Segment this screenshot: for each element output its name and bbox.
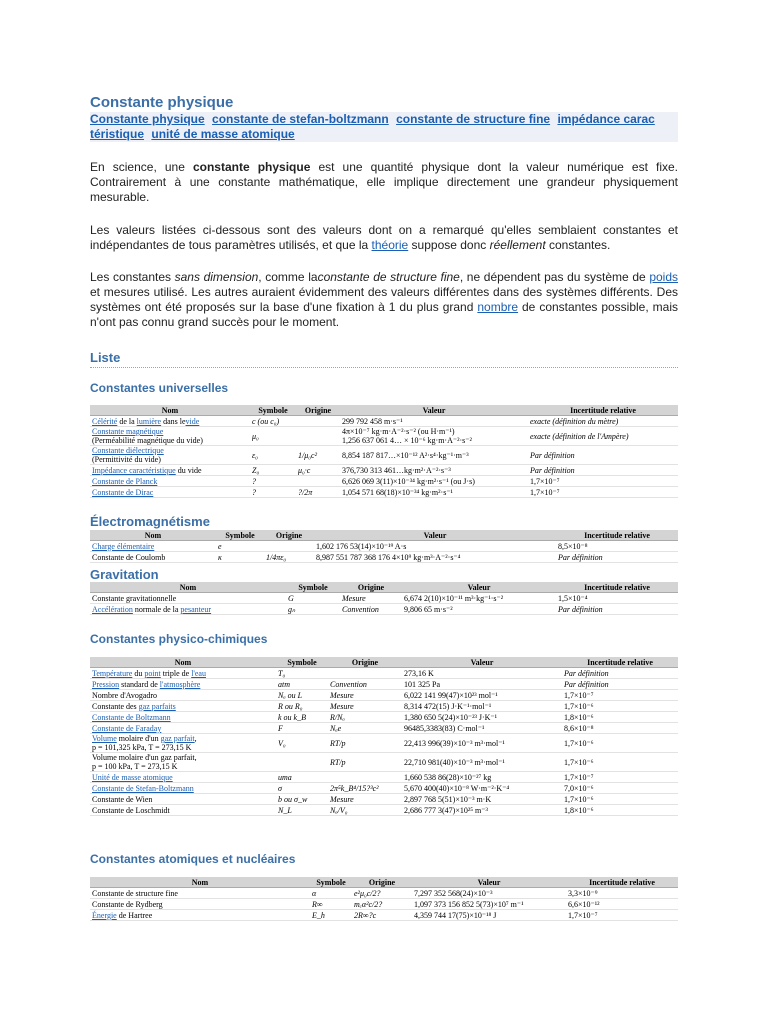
- term-link[interactable]: l'atmosphère: [159, 679, 201, 689]
- cell-symbole: N_L: [276, 805, 328, 816]
- term-text: molaire d'un: [116, 734, 161, 743]
- keyword-link-masse-atomique[interactable]: unité de masse atomique: [151, 127, 295, 141]
- col-header-nom: Nom: [90, 657, 276, 668]
- constants-table-physico-chimiques: [90, 657, 678, 816]
- table-row: [90, 465, 678, 476]
- table-row: [90, 888, 678, 899]
- cell-nom: [90, 910, 310, 921]
- cell-valeur: 376,730 313 461…kg·m²·A⁻²·s⁻³: [340, 465, 528, 476]
- cell-symbole: k ou k_B: [276, 712, 328, 723]
- col-header-incertitude: Incertitude relative: [562, 657, 678, 668]
- italic-text: sans dimension: [174, 270, 259, 284]
- cell-origine: [328, 772, 402, 783]
- divider: [90, 367, 678, 368]
- text: et mesures utilisé. Les autres auraient évidemment des valeurs différentes dans des systèmes différents. Des systèmes ont été proposés sur la base d'une fixation à 1 du plus grand: [90, 285, 678, 314]
- table-row: [90, 701, 678, 712]
- cell-incertitude: Par définition: [528, 446, 678, 465]
- cell-symbole: E_h: [310, 910, 352, 921]
- term-link[interactable]: Constante de Planck: [92, 476, 158, 486]
- col-header-incertitude: Incertitude relative: [566, 877, 678, 888]
- cell-nom: [90, 794, 276, 805]
- cell-origine: mₑα²c/2?: [352, 899, 412, 910]
- cell-valeur: 9,806 65 m·s⁻²: [402, 604, 556, 615]
- term-text: Constante de Rydberg: [92, 899, 163, 909]
- term-link[interactable]: gaz parfait: [160, 734, 195, 743]
- term-text: du vide: [175, 465, 202, 475]
- cell-origine: Mesure: [328, 701, 402, 712]
- cell-nom: [90, 416, 250, 427]
- cell-valeur: 101 325 Pa: [402, 679, 562, 690]
- cell-valeur: 96485,3383(83) C·mol⁻¹: [402, 723, 562, 734]
- col-header-symbole: Symbole: [310, 877, 352, 888]
- cell-valeur: 1,380 650 5(24)×10⁻²³ J·K⁻¹: [402, 712, 562, 723]
- cell-symbole: ε₀: [250, 446, 296, 465]
- term-link[interactable]: Impédance caractéristique: [92, 465, 176, 475]
- cell-nom: [90, 899, 310, 910]
- text: En science, une: [90, 160, 193, 174]
- cell-valeur: 273,16 K: [402, 668, 562, 679]
- cell-incertitude: 1,8×10⁻⁶: [562, 805, 678, 816]
- term-link[interactable]: l'eau: [191, 668, 206, 678]
- cell-origine: [296, 427, 340, 446]
- cell-origine: 2R∞?c: [352, 910, 412, 921]
- cell-nom: [90, 487, 250, 498]
- table-row: [90, 593, 678, 604]
- cell-symbole: Z₀: [250, 465, 296, 476]
- cell-valeur: 8,987 551 787 368 176 4×10⁹ kg·m³·A⁻²·s⁻⁴: [314, 552, 556, 563]
- term-text: triple de: [160, 668, 192, 678]
- cell-nom: [90, 690, 276, 701]
- constants-table-atomiques: [90, 877, 678, 921]
- cell-symbole: R∞: [310, 899, 352, 910]
- cell-origine: μ₀·c: [296, 465, 340, 476]
- cell-incertitude: 8,5×10⁻⁸: [556, 541, 678, 552]
- text: , ne dépendent pas du système de: [459, 270, 650, 284]
- col-header-origine: Origine: [264, 530, 314, 541]
- term-link[interactable]: Unité de masse atomique: [92, 772, 173, 782]
- cell-origine: Nₐe: [328, 723, 402, 734]
- cell-valeur: 7,297 352 568(24)×10⁻³: [412, 888, 566, 899]
- cell-nom: [90, 552, 216, 563]
- section-heading-electromagnetisme: Électromagnétisme: [90, 514, 210, 529]
- col-header-symbole: Symbole: [286, 582, 340, 593]
- term-text: dans le: [161, 416, 186, 426]
- cell-nom: [90, 701, 276, 712]
- cell-valeur: 4π×10⁻⁷ kg·m·A⁻²·s⁻² (ou H·m⁻¹) 1,256 637 061 4… × 10⁻⁶ kg·m·A⁻²·s⁻²: [340, 427, 528, 446]
- table-row: [90, 541, 678, 552]
- term-link[interactable]: Volume: [92, 734, 117, 743]
- term-text: Nombre d'Avogadro: [92, 690, 158, 700]
- cell-origine: [328, 668, 402, 679]
- cell-nom: [90, 805, 276, 816]
- cell-incertitude: 1,7×10⁻⁷: [528, 487, 678, 498]
- term-link[interactable]: Célérité: [92, 416, 118, 426]
- text: , comme la: [258, 270, 318, 284]
- term-link[interactable]: lumière: [136, 416, 162, 426]
- italic-text: constante de structure fine: [317, 270, 460, 284]
- page-title: Constante physique: [90, 94, 234, 111]
- cell-nom: [90, 888, 310, 899]
- cell-valeur: 1,602 176 53(14)×10⁻¹⁹ A·s: [314, 541, 556, 552]
- cell-valeur: 22,413 996(39)×10⁻³ m³·mol⁻¹: [402, 734, 562, 753]
- col-header-symbole: Symbole: [216, 530, 264, 541]
- cell-incertitude: Par définition: [562, 679, 678, 690]
- term-link[interactable]: Constante de Dirac: [92, 487, 154, 497]
- term-link[interactable]: Constante de Stefan-Boltzmann: [92, 783, 194, 793]
- cell-incertitude: Par définition: [556, 552, 678, 563]
- cell-origine: 1/4πε₀: [264, 552, 314, 563]
- keyword-link-structure-fine[interactable]: constante de structure fine: [396, 112, 551, 126]
- table-row: [90, 794, 678, 805]
- col-header-symbole: Symbole: [250, 405, 296, 416]
- table-row: [90, 476, 678, 487]
- cell-symbole: α: [310, 888, 352, 899]
- cell-nom: [90, 593, 286, 604]
- col-header-origine: Origine: [340, 582, 402, 593]
- cell-incertitude: 1,7×10⁻⁶: [562, 734, 678, 753]
- cell-incertitude: 1,8×10⁻⁶: [562, 712, 678, 723]
- cell-nom: [90, 783, 276, 794]
- term-link[interactable]: Charge élémentaire: [92, 541, 155, 551]
- constants-table-gravitation: [90, 582, 678, 615]
- cell-nom: [90, 541, 216, 552]
- col-header-valeur: Valeur: [412, 877, 566, 888]
- col-header-valeur: Valeur: [402, 582, 556, 593]
- col-header-nom: Nom: [90, 582, 286, 593]
- keyword-link-stefan-boltzmann[interactable]: constante de stefan-boltzmann: [212, 112, 389, 126]
- cell-incertitude: 3,3×10⁻⁹: [566, 888, 678, 899]
- table-row: [90, 446, 678, 465]
- cell-symbole: G: [286, 593, 340, 604]
- cell-symbole: ?: [250, 476, 296, 487]
- cell-nom: [90, 679, 276, 690]
- term-text: de la: [117, 416, 137, 426]
- col-header-origine: Origine: [296, 405, 340, 416]
- values-paragraph: [90, 223, 678, 253]
- table-row: [90, 712, 678, 723]
- liste-heading: Liste: [90, 350, 121, 365]
- table-row: [90, 734, 678, 753]
- cell-symbole: μ₀: [250, 427, 296, 446]
- cell-symbole: gₙ: [286, 604, 340, 615]
- table-row: [90, 604, 678, 615]
- col-header-nom: Nom: [90, 530, 216, 541]
- cell-incertitude: 1,7×10⁻⁶: [562, 753, 678, 772]
- term-text: Constante gravitationnelle: [92, 593, 177, 603]
- col-header-valeur: Valeur: [340, 405, 528, 416]
- intro-paragraph: [90, 160, 678, 205]
- term-text: normale de la: [132, 604, 181, 614]
- cell-valeur: 299 792 458 m·s⁻¹: [340, 416, 528, 427]
- cell-incertitude: Par définition: [528, 465, 678, 476]
- cell-incertitude: Par définition: [556, 604, 678, 615]
- cell-symbole: uma: [276, 772, 328, 783]
- text: Les constantes: [90, 270, 175, 284]
- cell-valeur: 1,054 571 68(18)×10⁻³⁴ kg·m²·s⁻¹: [340, 487, 528, 498]
- term-text: Constante de structure fine: [92, 888, 178, 898]
- term-text: (Perméabilité magnétique du vide): [92, 436, 203, 445]
- cell-nom: [90, 465, 250, 476]
- cell-symbole: [276, 753, 328, 772]
- cell-origine: Mesure: [340, 593, 402, 604]
- cell-nom: [90, 712, 276, 723]
- table-row: [90, 690, 678, 701]
- term-link[interactable]: gaz parfaits: [138, 701, 176, 711]
- term-link[interactable]: Constante magnétique: [92, 427, 164, 436]
- cell-nom: [90, 604, 286, 615]
- cell-origine: R/Nₐ: [328, 712, 402, 723]
- term-link[interactable]: Constante de Faraday: [92, 723, 162, 733]
- cell-symbole: σ: [276, 783, 328, 794]
- col-header-incertitude: Incertitude relative: [556, 582, 678, 593]
- cell-nom: [90, 753, 276, 772]
- col-header-symbole: Symbole: [276, 657, 328, 668]
- text: Les valeurs listées ci-dessous sont des valeurs dont on a remarqué qu'elles semblaient constantes et indépendantes de tous paramètres utilisés, et que la: [90, 223, 678, 252]
- cell-incertitude: Par définition: [562, 668, 678, 679]
- cell-valeur: 1,660 538 86(28)×10⁻²⁷ kg: [402, 772, 562, 783]
- table-row: [90, 679, 678, 690]
- cell-incertitude: 1,7×10⁻⁷: [566, 910, 678, 921]
- cell-valeur: 22,710 981(40)×10⁻³ m³·mol⁻¹: [402, 753, 562, 772]
- term-link[interactable]: Constante de Boltzmann: [92, 712, 171, 722]
- term-text: de Hartree: [116, 910, 153, 920]
- cell-origine: Convention: [340, 604, 402, 615]
- term-text: standard de: [119, 679, 160, 689]
- cell-symbole: b ou σ_w: [276, 794, 328, 805]
- section-heading-physico-chimiques: Constantes physico-chimiques: [90, 632, 268, 646]
- term-text: Constante de Wien: [92, 794, 153, 804]
- section-heading-atomiques: Constantes atomiques et nucléaires: [90, 852, 296, 866]
- cell-incertitude: 1,7×10⁻⁷: [562, 690, 678, 701]
- keyword-links-bar: [90, 112, 678, 142]
- cell-origine: RT/p: [328, 753, 402, 772]
- cell-incertitude: 6,6×10⁻¹²: [566, 899, 678, 910]
- cell-incertitude: exacte (définition de l'Ampère): [528, 427, 678, 446]
- cell-symbole: Nₐ ou L: [276, 690, 328, 701]
- cell-symbole: κ: [216, 552, 264, 563]
- col-header-origine: Origine: [352, 877, 412, 888]
- cell-symbole: F: [276, 723, 328, 734]
- term-text: Volume molaire d'un gaz parfait, p = 100 kPa, T = 273,15 K: [92, 753, 197, 771]
- cell-origine: ?/2π: [296, 487, 340, 498]
- cell-origine: e²μ₀c/2?: [352, 888, 412, 899]
- cell-valeur: 4,359 744 17(75)×10⁻¹⁸ J: [412, 910, 566, 921]
- term-text: Constante des: [92, 701, 139, 711]
- col-header-incertitude: Incertitude relative: [528, 405, 678, 416]
- cell-origine: [296, 476, 340, 487]
- nombre-link[interactable]: nombre: [477, 300, 519, 314]
- term-link[interactable]: Accélération: [92, 604, 133, 614]
- cell-symbole: R ou R₀: [276, 701, 328, 712]
- col-header-origine: Origine: [328, 657, 402, 668]
- cell-origine: Convention: [328, 679, 402, 690]
- cell-symbole: e: [216, 541, 264, 552]
- cell-origine: [264, 541, 314, 552]
- cell-valeur: 2,897 768 5(51)×10⁻³ m·K: [402, 794, 562, 805]
- cell-origine: Nₐ/V₀: [328, 805, 402, 816]
- cell-symbole: V₀: [276, 734, 328, 753]
- table-row: [90, 668, 678, 679]
- cell-origine: Mesure: [328, 794, 402, 805]
- term-link[interactable]: vide: [185, 416, 200, 426]
- keyword-link-impedance[interactable]: impédance carac téristique: [90, 112, 655, 141]
- term-link[interactable]: Température: [92, 668, 133, 678]
- cell-nom: [90, 734, 276, 753]
- cell-incertitude: 1,7×10⁻⁷: [562, 772, 678, 783]
- section-heading-universelles: Constantes universelles: [90, 381, 229, 395]
- term-link[interactable]: Énergie: [92, 910, 117, 920]
- cell-symbole: T₀: [276, 668, 328, 679]
- col-header-incertitude: Incertitude relative: [556, 530, 678, 541]
- term-text: Constante de Loschmidt: [92, 805, 170, 815]
- term-text: Constante de Coulomb: [92, 552, 166, 562]
- table-row: [90, 899, 678, 910]
- cell-origine: RT/p: [328, 734, 402, 753]
- table-row: [90, 772, 678, 783]
- table-row: [90, 427, 678, 446]
- table-row: [90, 753, 678, 772]
- term-link[interactable]: Constante diélectrique: [92, 446, 164, 455]
- cell-valeur: 5,670 400(40)×10⁻⁸ W·m⁻²·K⁻⁴: [402, 783, 562, 794]
- cell-valeur: 6,674 2(10)×10⁻¹¹ m³·kg⁻¹·s⁻²: [402, 593, 556, 604]
- cell-symbole: atm: [276, 679, 328, 690]
- cell-incertitude: 1,5×10⁻⁴: [556, 593, 678, 604]
- cell-valeur: 8,314 472(15) J·K⁻¹·mol⁻¹: [402, 701, 562, 712]
- cell-incertitude: 1,7×10⁻⁶: [562, 794, 678, 805]
- table-row: [90, 416, 678, 427]
- poids-link[interactable]: poids: [649, 270, 678, 284]
- col-header-valeur: Valeur: [402, 657, 562, 668]
- cell-incertitude: 1,7×10⁻⁶: [562, 701, 678, 712]
- cell-origine: 1/μ₀c²: [296, 446, 340, 465]
- text: suppose donc: [408, 238, 490, 252]
- cell-origine: Mesure: [328, 690, 402, 701]
- cell-origine: 2π⁵k_B⁴/15?³c²: [328, 783, 402, 794]
- cell-valeur: 6,626 069 3(11)×10⁻³⁴ kg·m²·s⁻¹ (ou J·s): [340, 476, 528, 487]
- cell-nom: [90, 446, 250, 465]
- cell-nom: [90, 723, 276, 734]
- table-row: [90, 552, 678, 563]
- term-link[interactable]: pesanteur: [180, 604, 212, 614]
- cell-valeur: 6,022 141 99(47)×10²³ mol⁻¹: [402, 690, 562, 701]
- cell-symbole: c (ou c₀): [250, 416, 296, 427]
- bold-term: constante physique: [192, 160, 311, 174]
- constants-table-electromagnetisme: [90, 530, 678, 563]
- cell-valeur: 8,854 187 817…×10⁻¹² A²·s⁴·kg⁻¹·m⁻³: [340, 446, 528, 465]
- section-heading-gravitation: Gravitation: [90, 567, 159, 582]
- cell-nom: [90, 772, 276, 783]
- cell-nom: [90, 476, 250, 487]
- table-row: [90, 487, 678, 498]
- constants-table-universelles: [90, 405, 678, 498]
- cell-nom: [90, 668, 276, 679]
- text: de constantes possible, mais n'ont pas connu grand succès pour le moment.: [90, 300, 678, 329]
- keyword-link-constante-physique[interactable]: Constante physique: [90, 112, 205, 126]
- cell-origine: [296, 416, 340, 427]
- text: est une quantité physique dont la valeur numérique est fixe. Contrairement à une constante mathématique, elle implique directement une grandeur physiquement mesurable.: [90, 160, 679, 204]
- cell-incertitude: 8,6×10⁻⁸: [562, 723, 678, 734]
- cell-symbole: ?: [250, 487, 296, 498]
- italic-text: réellement: [489, 238, 546, 252]
- table-row: [90, 723, 678, 734]
- cell-valeur: 2,686 777 3(47)×10²⁵ m⁻³: [402, 805, 562, 816]
- table-row: [90, 910, 678, 921]
- cell-nom: [90, 427, 250, 446]
- cell-incertitude: 1,7×10⁻⁷: [528, 476, 678, 487]
- term-link[interactable]: Pression: [92, 679, 120, 689]
- table-row: [90, 805, 678, 816]
- col-header-nom: Nom: [90, 405, 250, 416]
- cell-valeur: 1,097 373 156 852 5(73)×10⁷ m⁻¹: [412, 899, 566, 910]
- text: constantes.: [545, 238, 611, 252]
- col-header-valeur: Valeur: [314, 530, 556, 541]
- cell-incertitude: exacte (définition du mètre): [528, 416, 678, 427]
- theorie-link[interactable]: théorie: [371, 238, 409, 252]
- term-text: , p = 101,325 kPa, T = 273,15 K: [92, 734, 197, 752]
- cell-incertitude: 7,0×10⁻⁶: [562, 783, 678, 794]
- col-header-nom: Nom: [90, 877, 310, 888]
- term-link[interactable]: point: [144, 668, 161, 678]
- dimension-paragraph: [90, 270, 678, 330]
- table-row: [90, 783, 678, 794]
- term-text: (Permittivité du vide): [92, 455, 161, 464]
- term-text: du: [132, 668, 145, 678]
